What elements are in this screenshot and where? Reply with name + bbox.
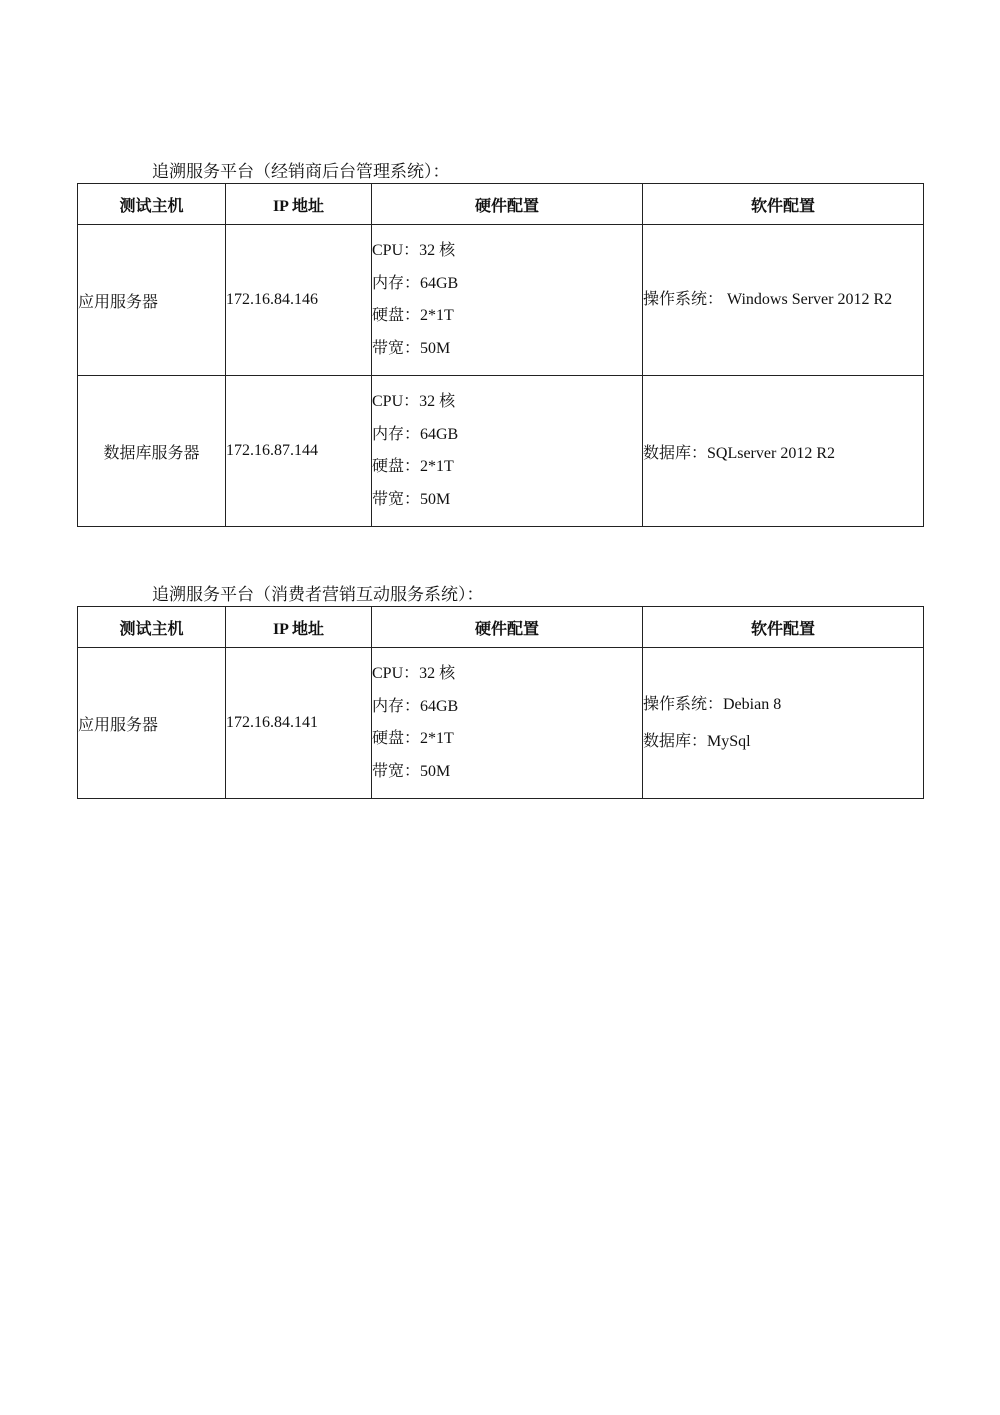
table-row [78,648,924,799]
hardware-bandwidth: 带宽：50M [372,762,451,780]
header-software-config: 软件配置 [643,607,924,648]
ip-address: 172.16.87.144 [226,376,372,527]
hardware-config [372,648,643,799]
hardware-memory: 内存：64GB [372,425,459,443]
header-hardware-config: 硬件配置 [372,184,643,225]
ip-address: 172.16.84.141 [226,648,372,799]
header-test-host: 测试主机 [78,184,226,225]
software-database: 数据库：SQLserver 2012 R2 [643,444,835,462]
table-row [78,376,924,527]
hardware-disk: 硬盘：2*1T [372,730,454,747]
software-os: 操作系统：Debian 8 [643,696,782,713]
software-os: 操作系统： Windows Server 2012 R2 [643,291,893,308]
table-header-row [78,184,924,225]
header-software-config: 软件配置 [643,184,924,225]
software-database: 数据库：MySql [643,733,751,750]
software-config [643,376,924,527]
host-name: 应用服务器 [78,648,226,799]
hardware-cpu: CPU：32 核 [372,665,456,682]
hardware-disk: 硬盘：2*1T [372,458,454,475]
server-spec-table [77,183,924,527]
host-name: 应用服务器 [78,225,226,376]
ip-address: 172.16.84.146 [226,225,372,376]
section-caption: 追溯服务平台（经销商后台管理系统）： [152,162,450,181]
header-hardware-config: 硬件配置 [372,607,643,648]
table-row [78,225,924,376]
table-header-row [78,607,924,648]
hardware-bandwidth: 带宽：50M [372,490,451,508]
hardware-config [372,376,643,527]
section-caption: 追溯服务平台（消费者营销互动服务系统）： [152,585,484,604]
hardware-disk: 硬盘：2*1T [372,307,454,324]
header-test-host: 测试主机 [78,607,226,648]
software-config [643,648,924,799]
hardware-memory: 内存：64GB [372,697,459,715]
host-name: 数据库服务器 [78,376,226,527]
header-ip-address: IP 地址 [226,607,372,648]
header-ip-address: IP 地址 [226,184,372,225]
hardware-bandwidth: 带宽：50M [372,339,451,357]
software-config [643,225,924,376]
hardware-memory: 内存：64GB [372,274,459,292]
hardware-config [372,225,643,376]
hardware-cpu: CPU：32 核 [372,242,456,259]
hardware-cpu: CPU：32 核 [372,393,456,410]
server-spec-table [77,606,924,799]
